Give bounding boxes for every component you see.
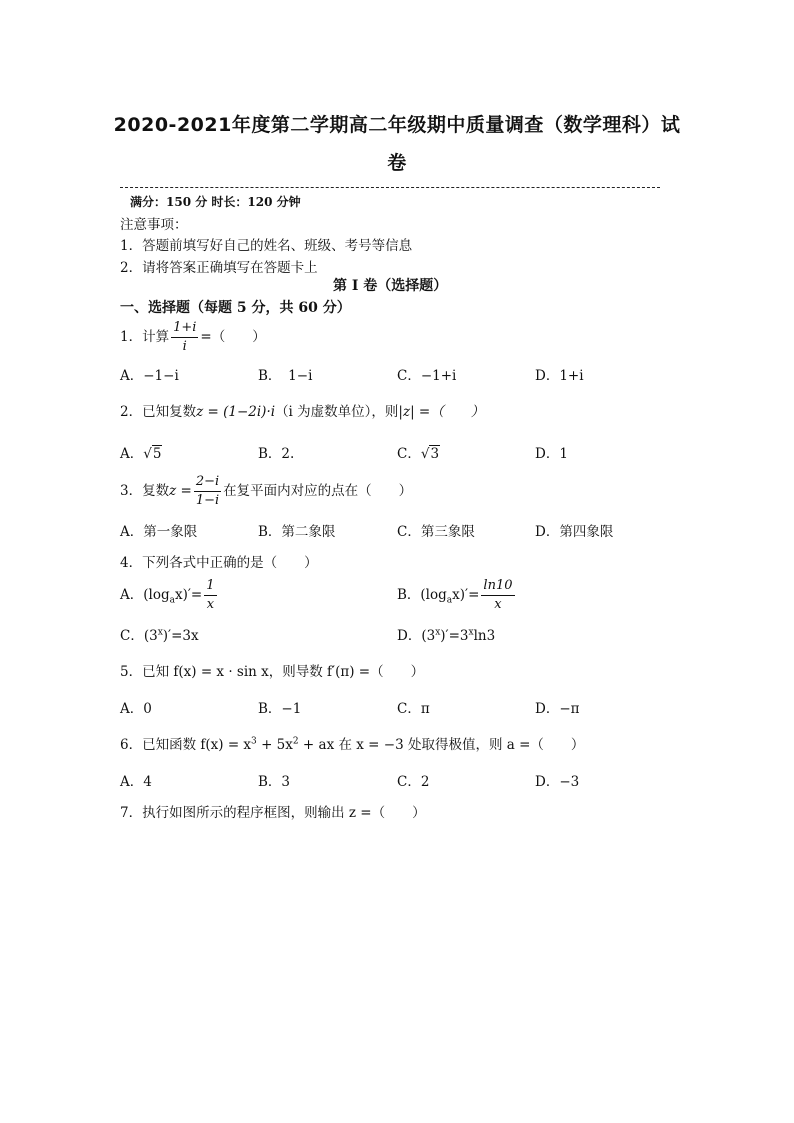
subscript: a [446, 595, 453, 606]
question-7 [120, 801, 426, 821]
question-5 [120, 660, 424, 680]
question-text: 下列各式中正确的是（ ） [142, 555, 318, 571]
sqrt-expression: √5 [143, 446, 162, 462]
part-title: 第 I 卷（选择题） [333, 278, 448, 294]
math-expression: z = (1−2i)·i [196, 404, 276, 420]
fraction-numerator: 2−i [194, 474, 221, 492]
option-d: D．−3 [535, 774, 580, 790]
option-d: D．第四象限 [535, 524, 614, 540]
question-6 [120, 733, 584, 753]
superscript: 2 [292, 736, 299, 747]
option-text: )′=3x [162, 628, 199, 644]
question-text: =（ ） [200, 329, 266, 345]
question-text: 已知函数 f(x) = x [142, 737, 252, 753]
question-number: 2． [120, 404, 143, 420]
option-c: C．第三象限 [397, 524, 475, 540]
note-item: 2．请将答案正确填写在答题卡上 [120, 260, 318, 276]
question-text: 已知复数 [142, 404, 197, 420]
option-d [397, 624, 495, 644]
option-label: C． [397, 446, 421, 462]
fraction-denominator: x [206, 597, 215, 612]
fraction [204, 578, 216, 613]
option-text: )′=3 [440, 628, 469, 644]
option-d: D．1 [535, 446, 568, 462]
fraction-denominator: x [494, 597, 502, 612]
question-number: 3． [120, 483, 143, 499]
option-c: C．π [397, 701, 430, 717]
question-text: 计算 [142, 329, 170, 345]
option-a: A．−1−i [120, 368, 179, 384]
option-text: A．(log [120, 587, 170, 603]
radicand: 5 [152, 446, 162, 462]
question-4 [120, 551, 318, 571]
option-a [120, 442, 162, 462]
option-c: C．−1+i [397, 368, 457, 384]
radicand: 3 [430, 446, 440, 462]
option-c [397, 442, 440, 462]
option-d: D．−π [535, 701, 580, 717]
question-number: 4． [120, 555, 143, 571]
question-text: + 5x [256, 737, 293, 753]
question-3 [120, 474, 412, 509]
superscript: x [468, 627, 474, 638]
math-expression: |z| =（ ） [398, 404, 485, 420]
question-2 [120, 400, 484, 420]
option-d: D．1+i [535, 368, 584, 384]
option-text: D．(3 [397, 628, 436, 644]
fraction-numerator: 1 [204, 578, 216, 596]
option-a: A．4 [120, 774, 152, 790]
question-text: + ax 在 x = −3 处取得极值，则 a =（ ） [298, 737, 585, 753]
option-text: ln3 [473, 628, 496, 644]
option-text: x)′= [174, 587, 203, 603]
fraction-numerator: 1+i [171, 320, 198, 338]
fraction [481, 578, 514, 613]
section-title: 一、选择题（每题 5 分，共 60 分） [120, 300, 351, 316]
exam-title-line-2: 卷 [387, 152, 407, 174]
question-1 [120, 320, 266, 355]
notes-heading: 注意事项： [120, 217, 188, 233]
question-text: （i 为虚数单位），则 [275, 404, 399, 420]
subscript: a [169, 595, 175, 606]
option-b: B．2. [258, 446, 295, 462]
question-number: 7． [120, 805, 143, 821]
question-text: 复数 [142, 483, 170, 499]
option-c [120, 624, 199, 644]
option-b: B．第二象限 [258, 524, 336, 540]
question-number: 1． [120, 329, 143, 345]
option-label: A． [120, 446, 144, 462]
option-a: A．0 [120, 701, 152, 717]
option-text: x)′= [452, 587, 480, 603]
fraction [171, 320, 198, 355]
option-b: B． 1−i [258, 368, 313, 384]
dashed-divider [120, 187, 660, 188]
question-number: 6． [120, 737, 143, 753]
math-expression: z = [169, 483, 192, 499]
question-text: 执行如图所示的程序框图，则输出 z =（ ） [142, 805, 426, 821]
fraction [194, 474, 221, 509]
option-a [120, 578, 219, 613]
note-item: 1．答题前填写好自己的姓名、班级、考号等信息 [120, 238, 413, 254]
question-text: 已知 f(x) = x · sin x，则导数 f′(π) =（ ） [142, 664, 425, 680]
exam-title-line-1: 2020-2021年度第二学期高二年级期中质量调查（数学理科）试 [113, 114, 681, 136]
superscript: x [157, 627, 163, 638]
option-a: A．第一象限 [120, 524, 198, 540]
fraction-numerator: ln10 [481, 578, 514, 596]
score-time-info: 满分：150 分 时长：120 分钟 [130, 195, 301, 209]
fraction-denominator: 1−i [195, 493, 220, 508]
option-b [397, 578, 517, 613]
option-b: B．3 [258, 774, 291, 790]
question-text: 在复平面内对应的点在（ ） [223, 483, 413, 499]
option-b: B．−1 [258, 701, 302, 717]
question-number: 5． [120, 664, 143, 680]
superscript: 3 [251, 736, 257, 747]
fraction-denominator: i [182, 339, 187, 354]
sqrt-expression: √3 [420, 446, 440, 462]
superscript: x [435, 627, 441, 638]
option-text: B．(log [397, 587, 447, 603]
option-text: C．(3 [120, 628, 158, 644]
option-c: C．2 [397, 774, 430, 790]
